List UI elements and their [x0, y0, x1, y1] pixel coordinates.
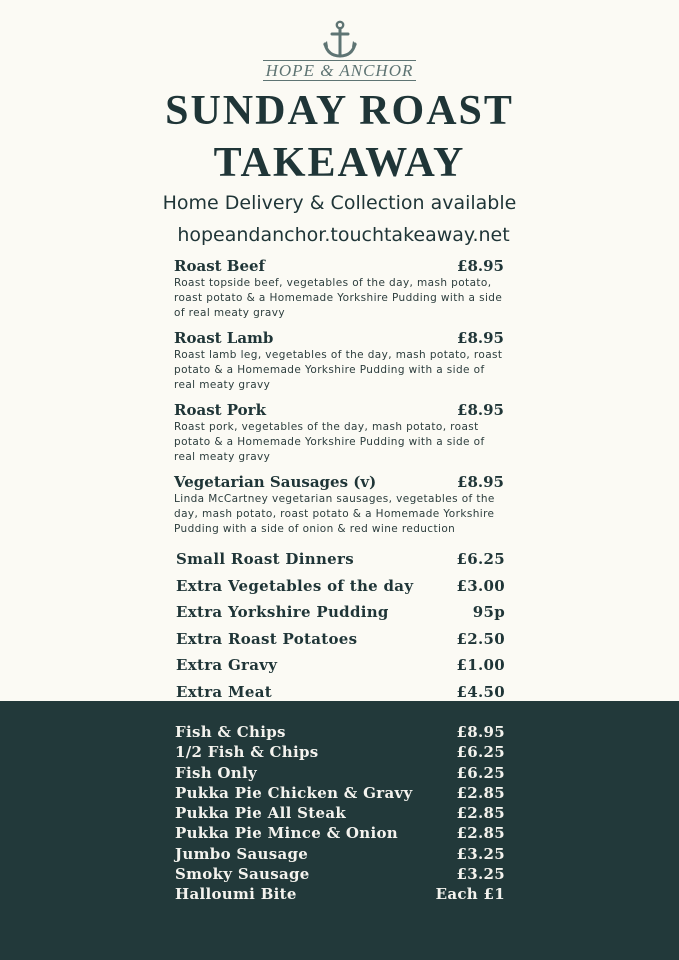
item-price: £8.95: [457, 329, 504, 347]
item-price: £3.25: [456, 865, 505, 884]
item-price: £6.25: [456, 743, 505, 762]
item-price: £2.85: [456, 783, 505, 802]
extra-name: Extra Gravy: [176, 656, 278, 675]
item-name: Pukka Pie Chicken & Gravy: [175, 783, 413, 802]
menu-item: [174, 328, 504, 393]
item-name: Jumbo Sausage: [175, 844, 309, 863]
extra-name: Extra Vegetables of the day: [176, 576, 414, 595]
item-price: £8.95: [457, 257, 504, 275]
item-price: £8.95: [456, 723, 505, 741]
item-price: Each £1: [435, 885, 505, 904]
item-name: Roast Lamb: [174, 329, 274, 347]
extra-name: Extra Yorkshire Pudding: [176, 603, 389, 622]
item-description: Roast pork, vegetables of the day, mash potato, roast potato & a Homemade Yorkshire Pudding with a side of real meaty gravy: [174, 421, 485, 463]
item-description: Roast topside beef, vegetables of the day, mash potato, roast potato & a Homemade Yorkshire Pudding with a side of real meaty gravy: [174, 277, 503, 319]
extra-item: [176, 599, 505, 626]
extra-price: £2.50: [456, 629, 505, 648]
item-description: Roast lamb leg, vegetables of the day, mash potato, roast potato & a Homemade Yorkshire Pudding with a side of real meaty gravy: [174, 349, 503, 391]
list-item: [175, 783, 505, 803]
item-name: Fish Only: [175, 763, 258, 782]
item-price: £3.25: [456, 844, 505, 863]
item-description: Linda McCartney vegetarian sausages, vegetables of the day, mash potato, roast potato & a Homemade Yorkshire Pudding with a side of onion & red wine reduction: [174, 493, 495, 535]
list-item: [175, 844, 505, 864]
list-item: [175, 864, 505, 884]
website-link[interactable]: hopeandanchor.touchtakeaway.net: [177, 224, 510, 246]
menu-item: [174, 400, 504, 465]
extra-name: Extra Roast Potatoes: [176, 629, 358, 648]
item-price: £2.85: [456, 804, 505, 823]
page-title-line1: SUNDAY ROAST: [165, 88, 514, 134]
extra-price: £3.00: [456, 576, 505, 595]
list-item: [175, 884, 505, 904]
item-name: Roast Beef: [174, 257, 266, 275]
item-name: Smoky Sausage: [175, 865, 310, 884]
extra-price: £6.25: [456, 550, 505, 568]
page-title-line2: TAKEAWAY: [213, 140, 466, 186]
menu-item: [174, 472, 504, 537]
other-items-list: [175, 722, 505, 905]
extra-price: £1.00: [456, 656, 505, 675]
extra-item: [176, 546, 505, 573]
list-item: [175, 763, 505, 783]
extra-item: [176, 626, 505, 653]
item-price: £6.25: [456, 763, 505, 782]
extra-item: [176, 573, 505, 600]
item-name: 1/2 Fish & Chips: [175, 743, 319, 762]
item-name: Halloumi Bite: [175, 885, 297, 904]
list-item: [175, 803, 505, 823]
roast-menu: [174, 256, 504, 544]
logo: [0, 20, 679, 81]
list-item: [175, 742, 505, 762]
menu-item: [174, 256, 504, 321]
item-name: Vegetarian Sausages (v): [174, 473, 377, 491]
delivery-info: Home Delivery & Collection available: [162, 192, 517, 214]
item-name: Pukka Pie Mince & Onion: [175, 824, 399, 843]
item-name: Roast Pork: [174, 401, 266, 419]
anchor-icon: [322, 20, 358, 60]
brand-name: HOPE & ANCHOR: [263, 60, 417, 81]
extra-price: £4.50: [456, 682, 505, 701]
list-item: [175, 823, 505, 843]
extras-list: [176, 546, 505, 706]
item-price: £2.85: [456, 824, 505, 843]
extra-price: 95p: [472, 603, 505, 622]
item-price: £8.95: [457, 401, 504, 419]
item-name: Pukka Pie All Steak: [175, 804, 347, 823]
extra-item: [176, 652, 505, 679]
other-items-panel: [0, 701, 679, 960]
list-item: [175, 722, 505, 742]
item-name: Fish & Chips: [175, 723, 286, 741]
item-price: £8.95: [457, 473, 504, 491]
extra-name: Small Roast Dinners: [176, 550, 354, 568]
extra-name: Extra Meat: [176, 682, 272, 701]
